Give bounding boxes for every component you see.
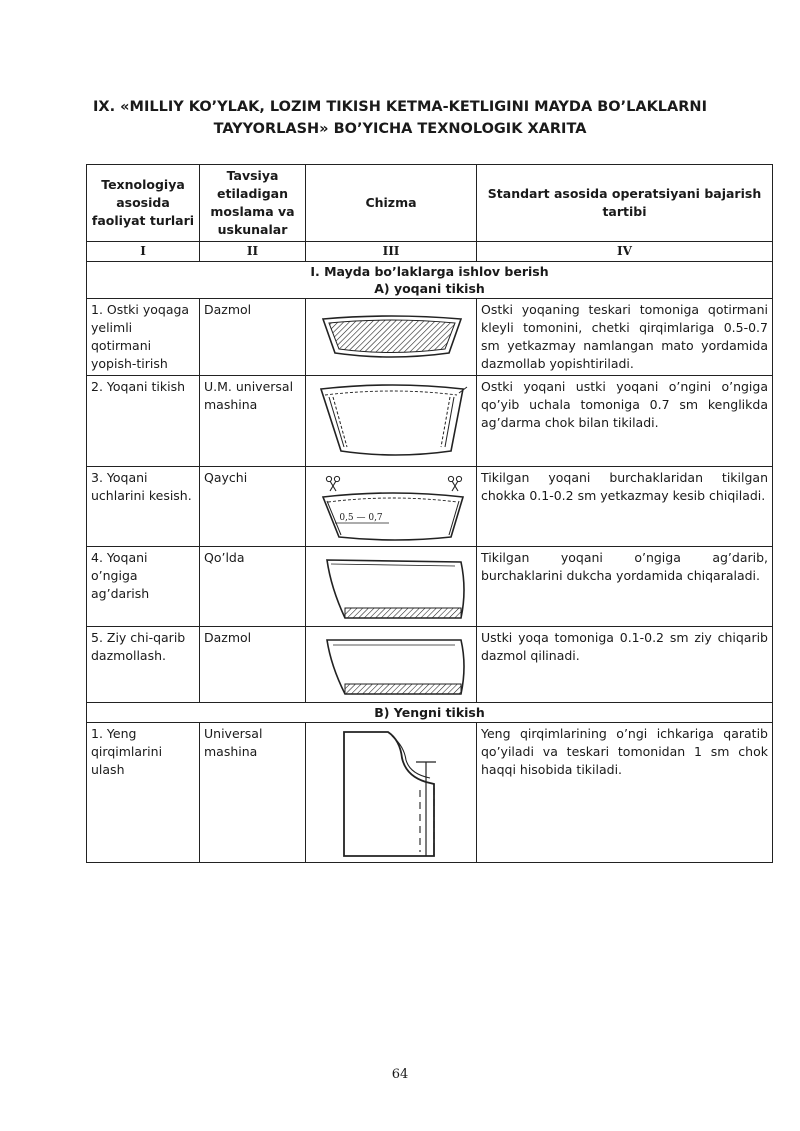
page-title — [80, 96, 720, 140]
technology-map-table — [86, 164, 773, 863]
table-row — [87, 299, 773, 376]
tool-cell: Dazmol — [200, 627, 306, 703]
header-row — [87, 165, 773, 242]
activity-cell: 2. Yoqani tikish — [87, 376, 200, 467]
collar-stitching-icon — [311, 381, 471, 461]
procedure-cell: Tikilgan yoqani burchaklaridan tikilgan chokka 0.1-0.2 sm yetkazmay kesib chiqiladi. — [477, 467, 773, 547]
title-line-1: IX. «MILLIY KO’YLAK, LOZIM TIKISH KETMA-KETLIGINI MAYDA BO’LAKLARNI — [93, 99, 707, 115]
procedure-cell: Ostki yoqaning teskari tomoniga qotirmani kleyli tomonini, chetki qirqimlariga 0.5-0.7 sm yetkazmay namlangan mato yordamida dazmollab yopishtiriladi. — [477, 299, 773, 376]
procedure-cell: Ostki yoqani ustki yoqani o’ngini o’ngiga qo’yib uchala tomoniga 0.7 sm kenglikda ag’darma chok bilan tikiladi. — [477, 376, 773, 467]
subsection-b-title: B) Yengni tikish — [87, 703, 773, 723]
activity-cell: 1. Yeng qirqimlarini ulash — [87, 723, 200, 863]
sleeve-seam-icon — [316, 726, 466, 860]
tool-cell: Qo’lda — [200, 547, 306, 627]
roman-4: IV — [477, 242, 773, 262]
procedure-cell: Yeng qirqimlarining o’ngi ichkariga qaratib qo’yiladi va teskari tomonidan 1 sm chok haqqi hisobida tikiladi. — [477, 723, 773, 863]
activity-cell: 4. Yoqani o’ngiga ag’darish — [87, 547, 200, 627]
subsection-a-title: A) yoqani tikish — [374, 281, 485, 296]
table-row — [87, 376, 773, 467]
interfaced-under-collar-icon — [311, 309, 471, 365]
roman-2: II — [200, 242, 306, 262]
collar-corner-trim-icon — [309, 471, 474, 543]
scissors-icon — [326, 476, 339, 491]
dimension-label: 0,5 — 0,7 — [338, 512, 383, 523]
title-line-2: TAYYORLASH» BO’YICHA TEXNOLOGIK XARITA — [213, 121, 587, 137]
scissors-icon — [448, 476, 461, 491]
header-procedure: Standart asosida operatsiyani bajarish tartibi — [477, 165, 773, 242]
tool-cell: Universal mashina — [200, 723, 306, 863]
tool-cell: Dazmol — [200, 299, 306, 376]
activity-cell: 1. Ostki yoqaga yelimli qotirmani yopish-tirish — [87, 299, 200, 376]
header-activity: Texnologiya asosida faoliyat turlari — [87, 165, 200, 242]
section-title: I. Mayda bo’laklarga ishlov berish — [310, 264, 549, 279]
section-row — [87, 262, 773, 299]
page-number: 64 — [391, 1067, 409, 1082]
table-row — [87, 627, 773, 703]
roman-1: I — [87, 242, 200, 262]
collar-turned-icon — [311, 552, 471, 622]
activity-cell: 3. Yoqani uchlarini kesish. — [87, 467, 200, 547]
table-row — [87, 547, 773, 627]
tool-cell: U.M. universal mashina — [200, 376, 306, 467]
procedure-cell: Tikilgan yoqani o’ngiga ag’darib, burchaklarini dukcha yordamida chiqaraladi. — [477, 547, 773, 627]
procedure-cell: Ustki yoqa tomoniga 0.1-0.2 sm ziy chiqarib dazmol qilinadi. — [477, 627, 773, 703]
collar-pressed-icon — [311, 632, 471, 698]
activity-cell: 5. Ziy chi-qarib dazmollash. — [87, 627, 200, 703]
header-tools: Tavsiya etiladigan moslama va uskunalar — [200, 165, 306, 242]
tool-cell: Qaychi — [200, 467, 306, 547]
table-row — [87, 467, 773, 547]
table-row — [87, 723, 773, 863]
header-drawing: Chizma — [306, 165, 477, 242]
roman-numbers-row — [87, 242, 773, 262]
roman-3: III — [306, 242, 477, 262]
section-row — [87, 703, 773, 723]
